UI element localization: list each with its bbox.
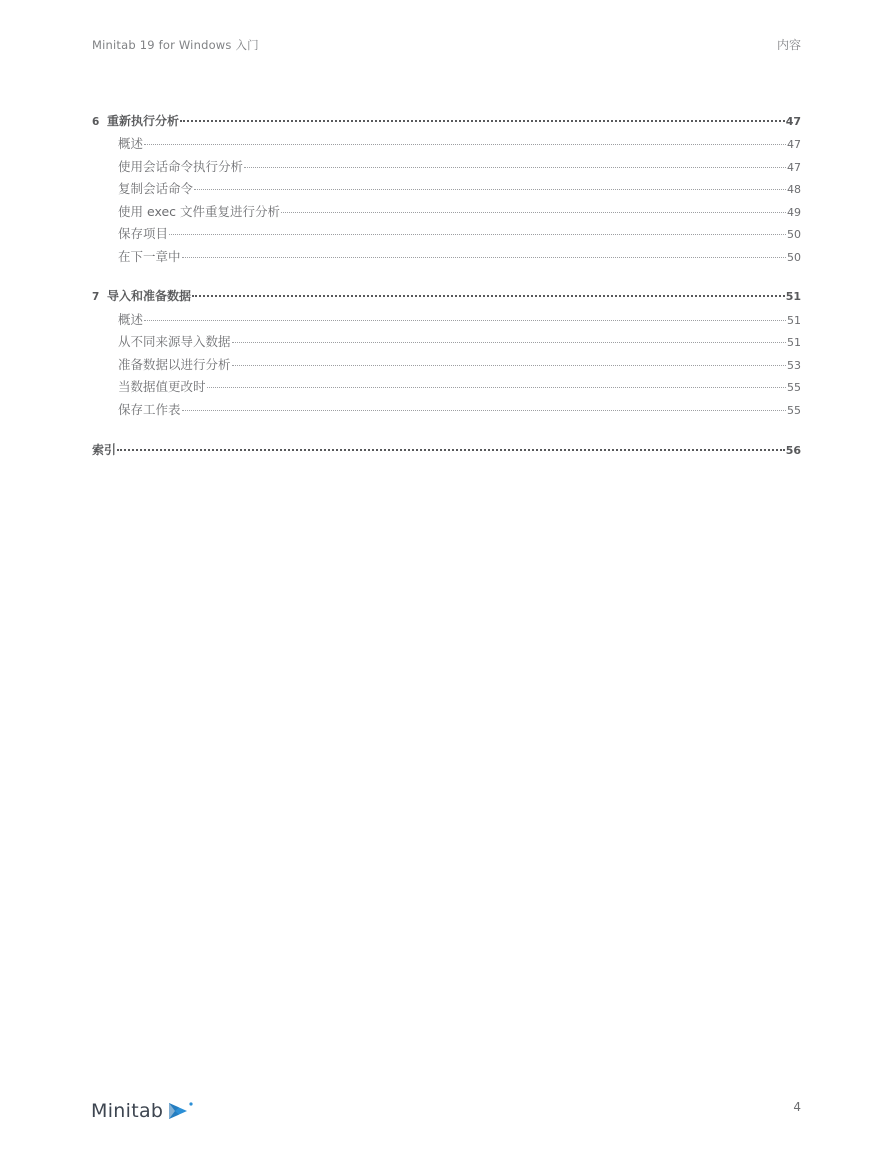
chapter-page: 47 — [785, 115, 801, 128]
toc-entry[interactable] — [92, 134, 801, 152]
toc-chapter-7[interactable] — [92, 287, 801, 305]
toc-entry[interactable] — [92, 400, 801, 418]
chapter-title: 重新执行分析 — [107, 114, 180, 128]
running-header-title: Minitab 19 for Windows 入门 — [92, 38, 259, 52]
entry-title: 使用会话命令执行分析 — [118, 159, 244, 174]
entry-page: 49 — [787, 206, 801, 219]
index-page: 56 — [785, 444, 801, 457]
minitab-logo — [91, 1100, 193, 1122]
toc-entry[interactable] — [92, 247, 801, 265]
page-number: 4 — [793, 1100, 801, 1114]
minitab-arrow-logo-icon — [167, 1101, 193, 1121]
toc-entry[interactable] — [92, 310, 801, 328]
entry-page: 50 — [787, 228, 801, 241]
dot-leader — [281, 211, 786, 213]
toc-entry[interactable] — [92, 355, 801, 373]
entry-title: 保存工作表 — [118, 402, 181, 417]
logo-wordmark: Minitab — [91, 1100, 164, 1122]
entry-page: 55 — [787, 381, 801, 394]
toc-chapter-6[interactable] — [92, 112, 801, 130]
dot-leader — [232, 341, 786, 343]
dot-leader — [244, 166, 786, 168]
entry-page: 53 — [787, 359, 801, 372]
toc-entry[interactable] — [92, 224, 801, 242]
entry-page: 51 — [787, 314, 801, 327]
dot-leader — [144, 319, 786, 321]
entry-title: 复制会话命令 — [118, 181, 194, 196]
dot-leader — [169, 233, 786, 235]
entry-title: 保存项目 — [118, 226, 169, 241]
toc-entry[interactable] — [92, 157, 801, 175]
entry-title: 准备数据以进行分析 — [118, 357, 231, 372]
dot-leader — [182, 409, 786, 411]
toc-index[interactable] — [92, 441, 801, 459]
dot-leader — [180, 119, 785, 122]
dot-leader — [194, 188, 786, 190]
entry-page: 47 — [787, 138, 801, 151]
dot-leader — [192, 294, 785, 297]
dot-leader — [117, 448, 785, 451]
entry-title: 概述 — [118, 136, 144, 151]
entry-title: 从不同来源导入数据 — [118, 334, 231, 349]
entry-title: 使用 exec 文件重复进行分析 — [118, 204, 280, 219]
entry-page: 51 — [787, 336, 801, 349]
chapter-page: 51 — [785, 290, 801, 303]
chapter-number: 7 — [92, 291, 100, 303]
entry-page: 47 — [787, 161, 801, 174]
entry-page: 55 — [787, 404, 801, 417]
toc-entry[interactable] — [92, 179, 801, 197]
dot-leader — [182, 256, 786, 258]
running-header-section: 内容 — [776, 38, 801, 52]
toc-entry[interactable] — [92, 377, 801, 395]
entry-title: 在下一章中 — [118, 249, 181, 264]
dot-leader — [207, 386, 786, 388]
entry-page: 48 — [787, 183, 801, 196]
entry-title: 概述 — [118, 312, 144, 327]
toc-entry[interactable] — [92, 202, 801, 220]
index-title: 索引 — [92, 443, 117, 457]
entry-page: 50 — [787, 251, 801, 264]
entry-title: 当数据值更改时 — [118, 379, 206, 394]
toc-entry[interactable] — [92, 332, 801, 350]
dot-leader — [232, 364, 786, 366]
chapter-title: 导入和准备数据 — [107, 289, 192, 303]
dot-leader — [144, 143, 786, 145]
chapter-number: 6 — [92, 116, 100, 128]
